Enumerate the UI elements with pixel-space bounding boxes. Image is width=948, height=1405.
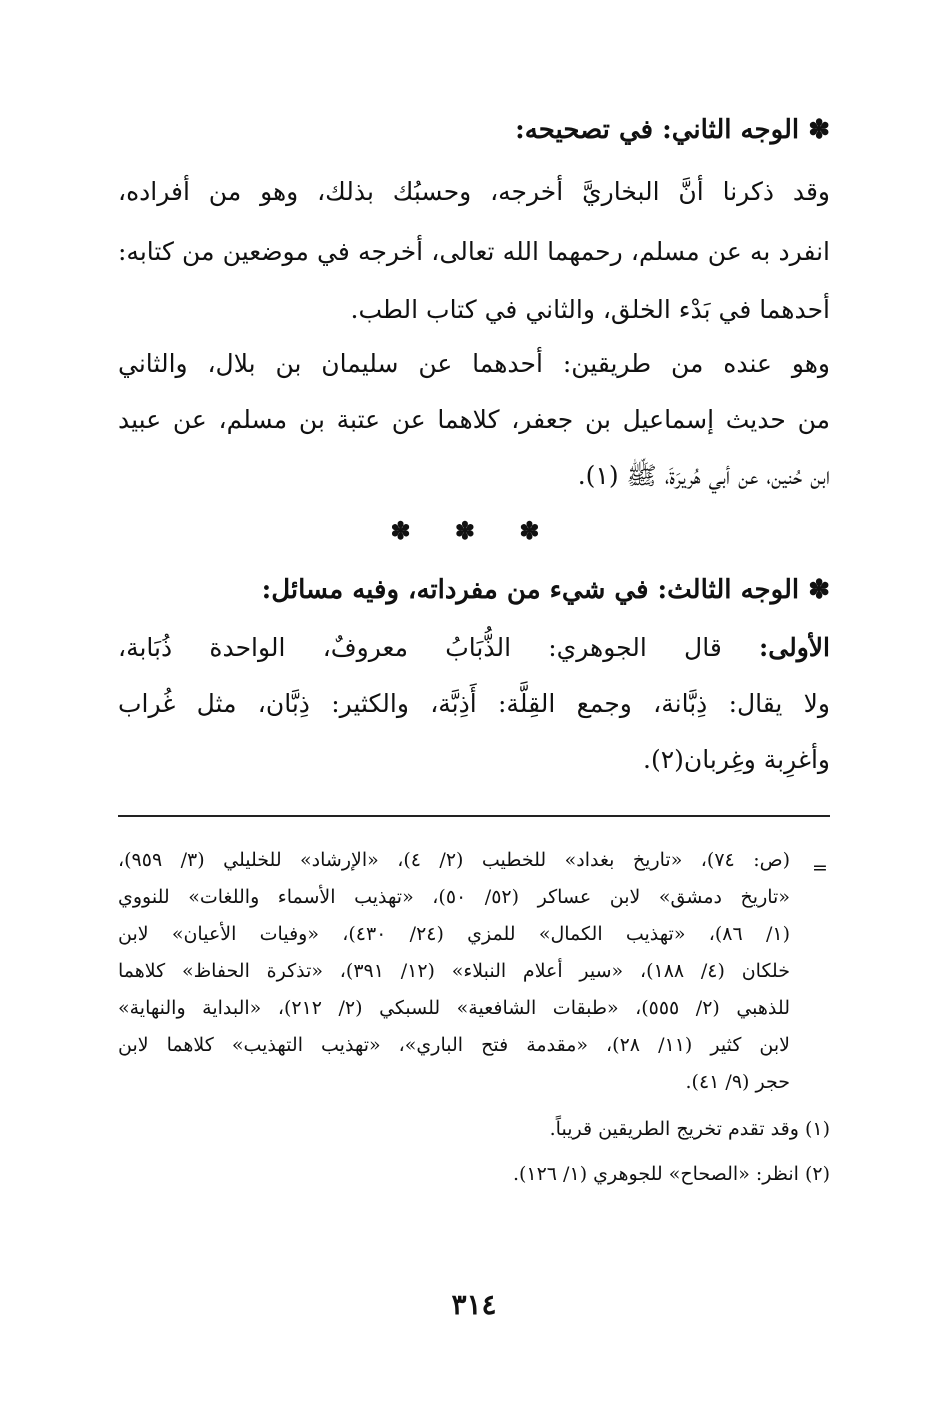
footnote-line: للذهبي (٢/ ٥٥٥)، «طبقات الشافعية» للسبكي (٢/ ٢١٢)، «البداية والنهاية» — [118, 997, 790, 1019]
section-heading-second-aspect: ✽ الوجه الثاني: في تصحيحه: — [515, 115, 830, 145]
body-line: انفرد به عن مسلم، رحمهما الله تعالى، أخرجه في موضعين من كتابه: — [118, 237, 830, 266]
issue-label: الأولى: — [759, 633, 830, 662]
footnote-line: لابن كثير (١١/ ٢٨)، «مقدمة فتح الباري»، «تهذيب التهذيب» كلاهما لابن — [118, 1034, 791, 1056]
body-line: ولا يقال: ذِبَّانة، وجمع القِلَّة: أَذِبَّة، والكثير: ذِبَّان، مثل غُراب — [118, 689, 830, 718]
body-line-first-issue — [118, 628, 830, 668]
body-line: وقد ذكرنا أنَّ البخاريَّ أخرجه، وحسبُك بذلك، وهو من أفراده، — [118, 177, 830, 206]
footnote-1: (١) وقد تقدم تخريج الطريقين قريباً. — [549, 1118, 830, 1140]
footnote-2: (٢) انظر: «الصحاح» للجوهري (١/ ١٢٦). — [512, 1163, 830, 1185]
body-line: أحدهما في بَدْء الخلق، والثاني في كتاب الطب. — [350, 295, 830, 324]
section-heading-third-aspect: ✽ الوجه الثالث: في شيء من مفرداته، وفيه مسائل: — [261, 575, 830, 605]
body-line: وهو عنده من طريقين: أحدهما عن سليمان بن بلال، والثاني — [118, 349, 830, 378]
footnote-continuation-marker: = — [812, 857, 828, 879]
footnote-line: (ص: ٧٤)، «تاريخ بغداد» للخطيب (٢/ ٤)، «الإرشاد» للخليلي (٣/ ٩٥٩)، — [118, 849, 790, 871]
body-line: وأغرِبة وغِربان(٢). — [643, 745, 830, 774]
body-line: من حديث إسماعيل بن جعفر، كلاهما عن عتبة بن مسلم، عن عبيد — [118, 405, 830, 434]
footnote-line: (١/ ٨٦)، «تهذيب الكمال» للمزي (٢٤/ ٤٣٠)، «وفيات الأعيان» لابن — [118, 923, 790, 945]
section-separator: ✽ ✽ ✽ — [390, 516, 558, 545]
page-number: ٣١٤ — [451, 1288, 497, 1321]
footnote-line: خلكان (٤/ ١٨٨)، «سير أعلام النبلاء» (١٢/ ٣٩١)، «تذكرة الحفاظ» كلاهما — [118, 960, 790, 982]
footnote-line: «تاريخ دمشق» لابن عساكر (٥٢/ ٥٠)، «تهذيب الأسماء واللغات» للنووي — [118, 886, 790, 908]
footnote-separator-rule — [118, 815, 830, 817]
body-line: ابن حُنين، عن أبي هُريرَةَ، ﷺ (١). — [577, 461, 830, 490]
issue-text: قال الجوهري: الذُّبَابُ معروفٌ، الواحدة ذُبَابة، — [118, 633, 722, 662]
footnote-line: حجر (٩/ ٤١). — [685, 1071, 790, 1093]
